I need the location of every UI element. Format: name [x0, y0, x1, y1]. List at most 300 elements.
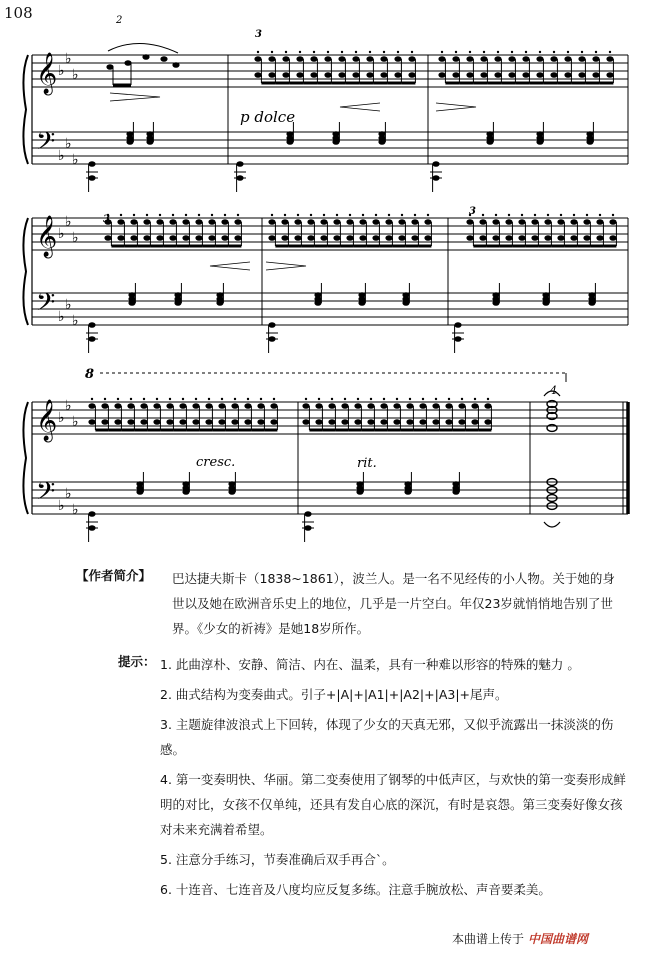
staccato-dot — [273, 398, 275, 400]
triplet-mark-3: 3 — [469, 206, 476, 217]
note-head — [609, 219, 616, 225]
staccato-dot — [441, 51, 443, 53]
staccato-dot — [495, 214, 497, 216]
note-head — [332, 139, 339, 145]
note-head — [452, 72, 459, 78]
note-head — [394, 72, 401, 78]
staccato-dot — [455, 51, 457, 53]
note-head — [304, 511, 311, 517]
note-head — [169, 219, 176, 225]
staccato-dot — [521, 214, 523, 216]
note-head — [320, 235, 327, 241]
author-intro-text: 巴达捷夫斯卡（1838~1861），波兰人。是一名不见经传的小人物。关于她的身世以及她在欧洲音乐史上的地位，几乎是一片空白。年仅23岁就悄悄地告别了世界。《少女的祈祷》是她18岁所作。 — [172, 571, 615, 636]
note-head — [192, 403, 199, 409]
note-head — [166, 419, 173, 425]
note-head — [419, 403, 426, 409]
note-head — [557, 219, 564, 225]
note-head — [294, 235, 301, 241]
note-head — [505, 235, 512, 241]
staccato-dot — [130, 398, 132, 400]
note-head — [402, 300, 409, 306]
note-head — [454, 322, 461, 328]
tips-heading: 提示： — [118, 654, 156, 669]
note-head — [366, 56, 373, 62]
note-head — [156, 235, 163, 241]
tip-item: 3. 主题旋律波浪式上下回转，体现了少女的天真无邪，又似乎流露出一抹淡淡的伤感。 — [160, 717, 614, 757]
staccato-dot — [422, 398, 424, 400]
decrescendo-hairpin — [110, 93, 160, 101]
fingering-top: 2 — [116, 15, 123, 26]
staccato-dot — [362, 214, 364, 216]
staccato-dot — [539, 51, 541, 53]
page-number: 108 — [4, 4, 33, 22]
note-head — [536, 56, 543, 62]
cresc-mark: cresc. — [196, 455, 236, 470]
note-head — [494, 72, 501, 78]
note-head — [236, 161, 243, 167]
flat-sign: ♭ — [58, 63, 65, 79]
note-head — [359, 219, 366, 225]
decrescendo-hairpin — [436, 103, 476, 111]
flat-sign: ♭ — [58, 410, 65, 426]
note-head — [153, 419, 160, 425]
staccato-dot — [409, 398, 411, 400]
note-head — [542, 300, 549, 306]
triplet-mark-1: 3 — [255, 29, 262, 40]
note-head — [583, 235, 590, 241]
note-head — [578, 72, 585, 78]
note-head — [328, 403, 335, 409]
note-head — [244, 419, 251, 425]
note-head — [302, 419, 309, 425]
staccato-dot — [560, 214, 562, 216]
note-head — [208, 219, 215, 225]
staccato-dot — [411, 51, 413, 53]
staccato-dot — [461, 398, 463, 400]
note-head — [480, 72, 487, 78]
staccato-dot — [143, 398, 145, 400]
staccato-dot — [595, 51, 597, 53]
staccato-dot — [224, 214, 226, 216]
note-head — [126, 139, 133, 145]
note-head — [432, 419, 439, 425]
tip-item: 1. 此曲淳朴、安静、简洁、内在、温柔，具有一种难以形容的特殊的魅力 。 — [160, 657, 580, 672]
flat-sign: ♭ — [58, 148, 65, 164]
note-head — [398, 219, 405, 225]
note-head — [419, 419, 426, 425]
note-head — [466, 219, 473, 225]
note-head — [466, 56, 473, 62]
note-head — [471, 419, 478, 425]
note-head — [174, 300, 181, 306]
staccato-dot — [483, 51, 485, 53]
staccato-dot — [198, 214, 200, 216]
staccato-dot — [349, 214, 351, 216]
note-head — [550, 56, 557, 62]
triplet-mark-2: 3 — [103, 214, 110, 225]
note-head — [445, 419, 452, 425]
note-head — [114, 403, 121, 409]
note-head — [531, 235, 538, 241]
flat-sign: ♭ — [58, 498, 65, 514]
note-head — [466, 72, 473, 78]
note-head — [606, 56, 613, 62]
note-head — [398, 235, 405, 241]
note-head — [596, 235, 603, 241]
note-head — [492, 300, 499, 306]
note-head — [505, 219, 512, 225]
note-head — [169, 235, 176, 241]
note-head — [479, 235, 486, 241]
note-head — [536, 72, 543, 78]
note-head — [324, 72, 331, 78]
staccato-dot — [297, 214, 299, 216]
treble-clef: 𝄞 — [36, 400, 58, 441]
note-head — [310, 72, 317, 78]
note-head — [522, 72, 529, 78]
note-head — [380, 403, 387, 409]
rit-mark: rit. — [357, 456, 377, 471]
note-head — [606, 72, 613, 78]
note-head — [268, 219, 275, 225]
note-head — [143, 235, 150, 241]
note-head — [166, 403, 173, 409]
note-head — [254, 56, 261, 62]
note-head — [484, 419, 491, 425]
note-head — [282, 56, 289, 62]
note-head — [438, 56, 445, 62]
note-head — [354, 419, 361, 425]
note-head — [404, 489, 411, 495]
note-head — [346, 235, 353, 241]
tip-item: 6. 十连音、七连音及八度均应反复多练。注意手腕放松、声音要柔美。 — [160, 882, 551, 897]
note-head — [231, 419, 238, 425]
flat-sign: ♭ — [72, 230, 79, 246]
note-head — [221, 219, 228, 225]
note-head — [367, 419, 374, 425]
staccato-dot — [586, 214, 588, 216]
note-head — [234, 219, 241, 225]
note-head — [117, 235, 124, 241]
note-head — [244, 403, 251, 409]
staccato-dot — [323, 214, 325, 216]
note-head — [380, 419, 387, 425]
note-head — [320, 219, 327, 225]
brace — [23, 55, 28, 164]
staccato-dot — [260, 398, 262, 400]
note-head — [385, 235, 392, 241]
staccato-dot — [534, 214, 536, 216]
staccato-dot — [553, 51, 555, 53]
note-head — [228, 489, 235, 495]
ottava-mark: 8 — [85, 367, 95, 382]
flat-sign: ♭ — [65, 398, 72, 414]
staccato-dot — [327, 51, 329, 53]
flat-sign: ♭ — [65, 486, 72, 502]
staccato-dot — [469, 51, 471, 53]
note-head — [324, 56, 331, 62]
note-head — [378, 139, 385, 145]
note-head — [354, 403, 361, 409]
note-head — [564, 56, 571, 62]
note-head — [411, 219, 418, 225]
staccato-dot — [355, 51, 357, 53]
note-head — [393, 403, 400, 409]
staccato-dot — [336, 214, 338, 216]
bass-clef: 𝄢 — [36, 288, 56, 323]
note-head — [315, 419, 322, 425]
flat-sign: ♭ — [65, 214, 72, 230]
staccato-dot — [169, 398, 171, 400]
staccato-dot — [567, 51, 569, 53]
brace — [23, 402, 28, 514]
staccato-dot — [172, 214, 174, 216]
note-head — [315, 403, 322, 409]
note-head — [480, 56, 487, 62]
flat-sign: ♭ — [58, 309, 65, 325]
note-head — [341, 403, 348, 409]
note-head — [471, 403, 478, 409]
note-head — [352, 56, 359, 62]
note-head — [358, 300, 365, 306]
staccato-dot — [237, 214, 239, 216]
staccato-dot — [185, 214, 187, 216]
note-head — [586, 139, 593, 145]
staccato-dot — [474, 398, 476, 400]
note-head — [117, 219, 124, 225]
note-head — [195, 235, 202, 241]
note-head — [359, 235, 366, 241]
note-head — [356, 489, 363, 495]
note-head — [231, 403, 238, 409]
note-head — [394, 56, 401, 62]
note-head — [338, 56, 345, 62]
note-head — [268, 322, 275, 328]
staccato-dot — [182, 398, 184, 400]
note-head — [346, 219, 353, 225]
note-head — [438, 72, 445, 78]
staccato-dot — [388, 214, 390, 216]
note-head — [367, 403, 374, 409]
note-head — [596, 219, 603, 225]
note-head — [268, 235, 275, 241]
staccato-dot — [318, 398, 320, 400]
note-head — [192, 419, 199, 425]
note-head — [182, 489, 189, 495]
note-head — [570, 219, 577, 225]
note-head — [218, 419, 225, 425]
tip-item: 4. 第一变奏明快、华丽。第二变奏使用了钢琴的中低声区，与欢快的第一变奏形成鲜明的对比，女孩不仅单纯，还具有发自心底的深沉，有时是哀怨。第三变奏好像女孩对未来充满着希望。 — [160, 772, 626, 837]
note-head — [221, 235, 228, 241]
staccato-dot — [497, 51, 499, 53]
note-head — [218, 403, 225, 409]
note-head — [281, 235, 288, 241]
flat-sign: ♭ — [72, 313, 79, 329]
flat-sign: ♭ — [72, 67, 79, 83]
dynamic-p-dolce: p dolce — [240, 108, 296, 126]
note-head — [182, 235, 189, 241]
staccato-dot — [271, 51, 273, 53]
note-head — [127, 419, 134, 425]
note-head — [479, 219, 486, 225]
staccato-dot — [609, 51, 611, 53]
flat-sign: ♭ — [65, 297, 72, 313]
bass-clef: 𝄢 — [36, 127, 56, 162]
note-head — [333, 235, 340, 241]
note-head — [550, 72, 557, 78]
staccato-dot — [599, 214, 601, 216]
note-head — [128, 300, 135, 306]
staccato-dot — [487, 398, 489, 400]
note-head — [592, 72, 599, 78]
note-head — [101, 419, 108, 425]
fingering-end: 4 — [550, 384, 557, 397]
flat-sign: ♭ — [72, 414, 79, 430]
note-head — [380, 72, 387, 78]
note-head — [432, 161, 439, 167]
decrescendo-hairpin — [266, 262, 306, 270]
staccato-dot — [396, 398, 398, 400]
note-head — [492, 219, 499, 225]
note-head — [536, 139, 543, 145]
note-head — [88, 161, 95, 167]
note-head — [257, 419, 264, 425]
staccato-dot — [117, 398, 119, 400]
staccato-dot — [104, 398, 106, 400]
staccato-dot — [247, 398, 249, 400]
note-head — [310, 56, 317, 62]
staccato-dot — [482, 214, 484, 216]
note-head — [282, 72, 289, 78]
staccato-dot — [91, 398, 93, 400]
tip-item: 2. 曲式结构为变奏曲式。引子+|A|+|A1|+|A2|+|A3|+尾声。 — [160, 687, 508, 702]
note-head — [328, 419, 335, 425]
note-head — [130, 219, 137, 225]
note-head — [307, 219, 314, 225]
staccato-dot — [208, 398, 210, 400]
note-head — [195, 219, 202, 225]
note-head — [432, 403, 439, 409]
note-head — [578, 56, 585, 62]
note-head — [286, 139, 293, 145]
note-head — [146, 139, 153, 145]
note-head — [268, 56, 275, 62]
note-head — [234, 235, 241, 241]
fermata — [544, 522, 560, 527]
staccato-dot — [511, 51, 513, 53]
note-head — [114, 419, 121, 425]
crescendo-hairpin — [210, 262, 250, 270]
note-head — [216, 300, 223, 306]
note-head — [182, 219, 189, 225]
note-head — [205, 403, 212, 409]
note-head — [408, 56, 415, 62]
staccato-dot — [357, 398, 359, 400]
note-head — [406, 403, 413, 409]
staccato-dot — [285, 51, 287, 53]
note-head — [557, 235, 564, 241]
staccato-dot — [341, 51, 343, 53]
note-head — [508, 72, 515, 78]
staccato-dot — [383, 398, 385, 400]
flat-sign: ♭ — [72, 502, 79, 518]
note-head — [302, 403, 309, 409]
note-head — [130, 235, 137, 241]
staccato-dot — [313, 51, 315, 53]
note-head — [172, 62, 179, 68]
footer-credit — [452, 930, 588, 947]
note-head — [366, 72, 373, 78]
staccato-dot — [581, 51, 583, 53]
treble-clef: 𝄞 — [36, 53, 58, 94]
staccato-dot — [159, 214, 161, 216]
staccato-dot — [508, 214, 510, 216]
note-head — [143, 219, 150, 225]
note-head — [486, 139, 493, 145]
staccato-dot — [234, 398, 236, 400]
note-head — [104, 235, 111, 241]
note-head — [296, 72, 303, 78]
staccato-dot — [271, 214, 273, 216]
note-head — [101, 403, 108, 409]
note-head — [452, 489, 459, 495]
note-head — [307, 235, 314, 241]
note-head — [518, 219, 525, 225]
staccato-dot — [211, 214, 213, 216]
staccato-dot — [383, 51, 385, 53]
author-intro-heading: 【作者简介】 — [76, 568, 152, 583]
note-head — [156, 219, 163, 225]
note-head — [341, 419, 348, 425]
staccato-dot — [133, 214, 135, 216]
note-head — [296, 56, 303, 62]
note-head — [518, 235, 525, 241]
flat-sign: ♭ — [65, 136, 72, 152]
note-head — [333, 219, 340, 225]
note-head — [544, 235, 551, 241]
staccato-dot — [370, 398, 372, 400]
staccato-dot — [612, 214, 614, 216]
note-head — [592, 56, 599, 62]
note-head — [314, 300, 321, 306]
note-head — [179, 419, 186, 425]
note-head — [179, 403, 186, 409]
footer-prefix: 本曲谱上传于 — [452, 932, 525, 946]
brace — [23, 218, 28, 325]
note-head — [494, 56, 501, 62]
note-head — [588, 300, 595, 306]
note-head — [531, 219, 538, 225]
note-head — [136, 489, 143, 495]
note-head — [445, 403, 452, 409]
bass-clef: 𝄢 — [36, 477, 56, 512]
note-head — [294, 219, 301, 225]
note-head — [492, 235, 499, 241]
note-head — [254, 72, 261, 78]
note-head — [338, 72, 345, 78]
staccato-dot — [397, 51, 399, 53]
staccato-dot — [310, 214, 312, 216]
note-head — [564, 72, 571, 78]
staccato-dot — [284, 214, 286, 216]
staccato-dot — [435, 398, 437, 400]
note-head — [127, 403, 134, 409]
note-head — [281, 219, 288, 225]
staccato-dot — [299, 51, 301, 53]
note-head — [466, 235, 473, 241]
staccato-dot — [547, 214, 549, 216]
note-head — [257, 403, 264, 409]
